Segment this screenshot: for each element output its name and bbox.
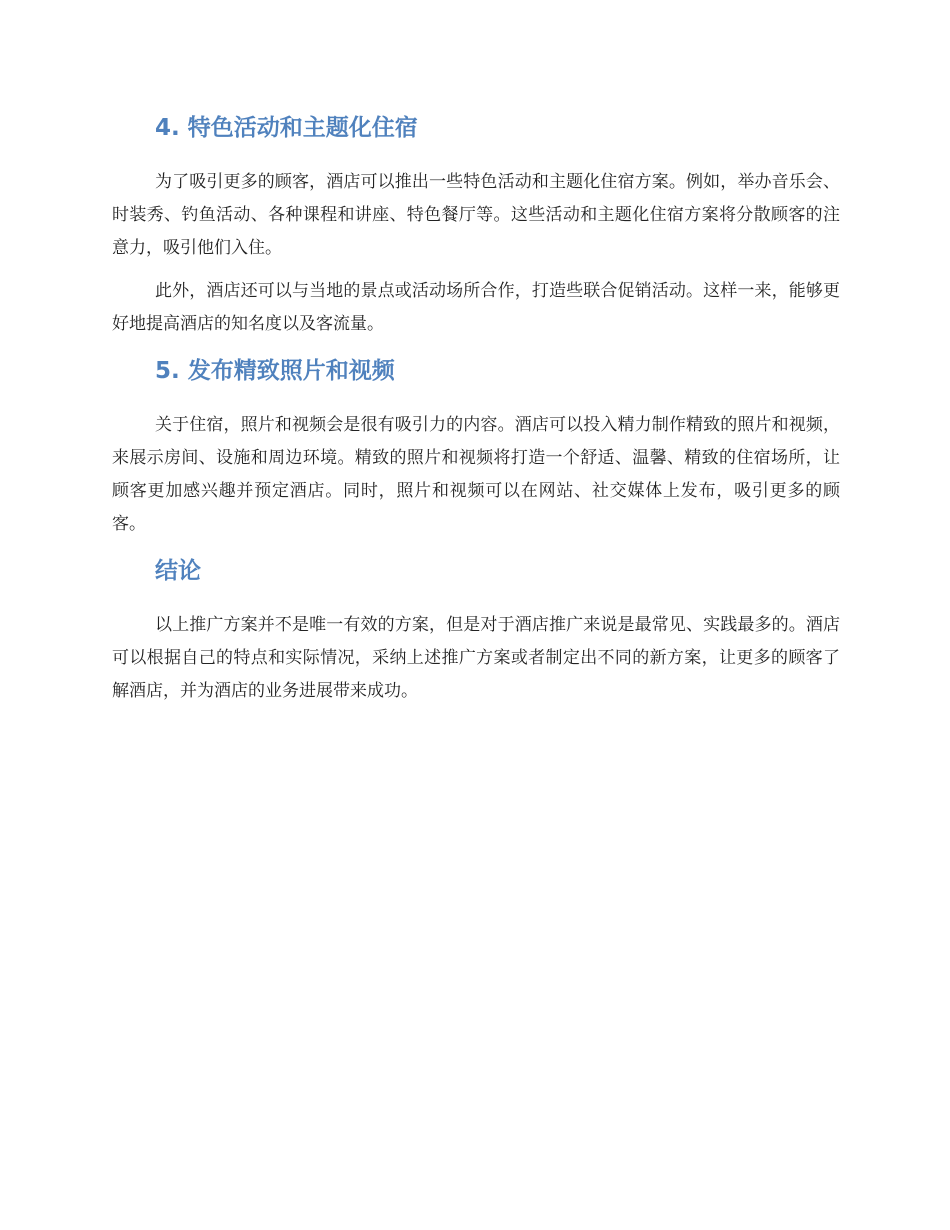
document-body [112, 108, 840, 708]
section-heading: 5. 发布精致照片和视频 [155, 358, 395, 384]
section-heading: 结论 [155, 558, 201, 584]
paragraph: 此外，酒店还可以与当地的景点或活动场所合作，打造些联合促销活动。这样一来，能够更好地提高酒店的知名度以及客流量。 [112, 281, 840, 334]
paragraph: 关于住宿，照片和视频会是很有吸引力的内容。酒店可以投入精力制作精致的照片和视频，来展示房间、设施和周边环境。精致的照片和视频将打造一个舒适、温馨、精致的住宿场所，让顾客更加感兴趣并预定酒店。同时，照片和视频可以在网站、社交媒体上发布，吸引更多的顾客。 [112, 415, 840, 534]
section-special-activities [112, 108, 840, 341]
paragraph: 为了吸引更多的顾客，酒店可以推出一些特色活动和主题化住宿方案。例如，举办音乐会、时装秀、钓鱼活动、各种课程和讲座、特色餐厅等。这些活动和主题化住宿方案将分散顾客的注意力，吸引他们入住。 [112, 172, 840, 258]
section-heading: 4. 特色活动和主题化住宿 [155, 115, 418, 141]
section-photos-videos [112, 351, 840, 541]
section-conclusion [112, 551, 840, 708]
paragraph: 以上推广方案并不是唯一有效的方案，但是对于酒店推广来说是最常见、实践最多的。酒店可以根据自己的特点和实际情况，采纳上述推广方案或者制定出不同的新方案，让更多的顾客了解酒店，并为酒店的业务进展带来成功。 [112, 615, 840, 701]
